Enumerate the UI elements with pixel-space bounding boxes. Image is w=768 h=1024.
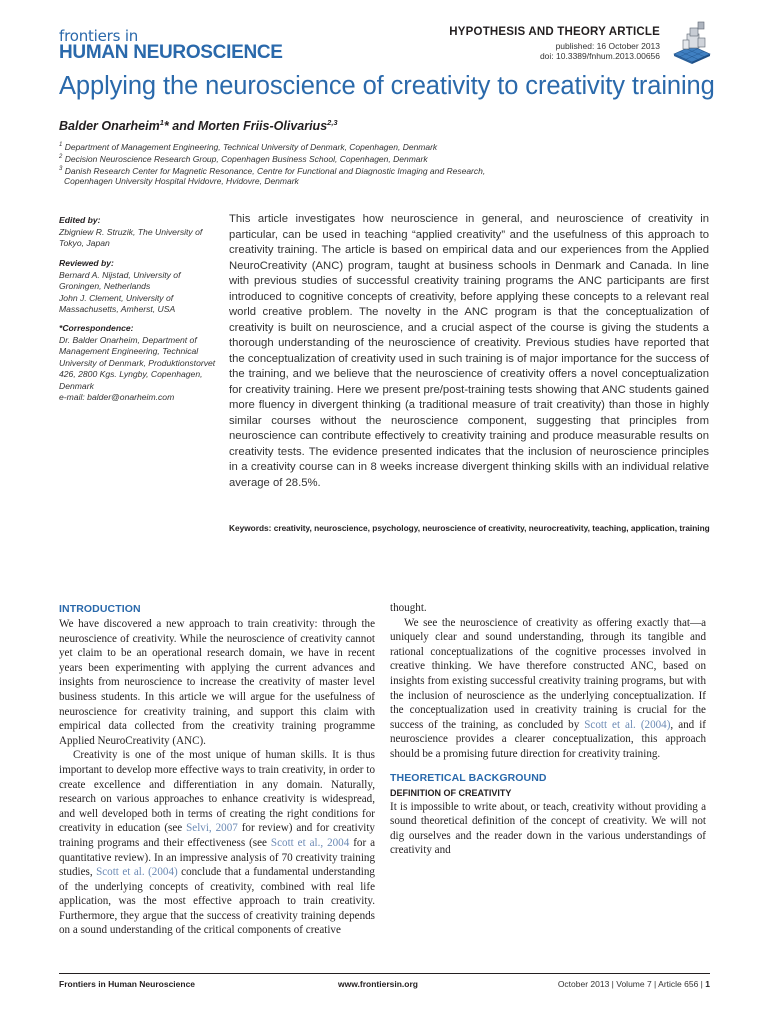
corresponding-mark: *	[163, 119, 169, 134]
affiliation-2-text: Decision Neuroscience Research Group, Copenhagen Business School, Copenhagen, Denmark	[64, 153, 428, 164]
correspondence-email[interactable]: e-mail: balder@onarheim.com	[59, 392, 175, 402]
author-list	[59, 118, 338, 133]
citation-selvi-2007[interactable]: Selvi, 2007	[186, 822, 238, 835]
intro-p2-text-c: for a quantitative review). In an impressive analysis of 70 creativity training studies,	[59, 836, 376, 879]
reviewer-block	[59, 258, 219, 316]
editor: Zbigniew R. Struzik, The University of Tokyo, Japan	[59, 226, 203, 248]
reviewer-1: Bernard A. Nijstad, University of Groningen, Netherlands	[59, 269, 181, 291]
footer-divider	[59, 973, 710, 974]
keywords: Keywords: creativity, neuroscience, psychology, neuroscience of creativity, neurocreativity, teaching, application, training	[229, 523, 710, 533]
affiliation-1-text: Department of Management Engineering, Technical University of Denmark, Copenhagen, Denmark	[64, 141, 438, 152]
author-1-affiliation: 1	[159, 118, 164, 127]
affiliation-3-text: Danish Research Center for Magnetic Resonance, Centre for Functional and Diagnostic Imaging and Research,	[64, 165, 486, 176]
author-2[interactable]: Morten Friis-Olivarius	[197, 119, 328, 134]
article-title: Applying the neuroscience of creativity to creativity training	[59, 72, 715, 100]
affiliation-3-cont-text: Copenhagen University Hospital Hvidovre, Hvidovre, Denmark	[64, 176, 299, 186]
abstract: This article investigates how neuroscience in general, and neuroscience of creativity in particular, can be used in teaching “applied creativity” and the usefulness of this approach to creativity training. The article is based on empirical data and our experiences from the Applied NeuroCreativity (ANC) program, taught at business schools in Denmark and Canada. In line with previous studies of successful creativity training programs the ANC participants are first introduced to cognitive concepts of creativity, before applying these concepts to a relevant real world creative problem. The novelty in the ANC program is that the conceptualization of creativity is built on neuroscience, and a crucial aspect of the course is giving the students a thorough understanding of the neuroscience of creativity. Previous studies have reported that the conceptualization of creativity used in such training is of major importance for the success of the training, and we believe that the neuroscience of creativity offers a novel conceptualization for creativity training. Here we present pre/post-training tests showing that ANC students gained more fluency in divergent thinking (a traditional measure of trait creativity) than those in highly similar courses without the neuroscience component, suggesting that principles from neuroscience can contribute effectively to creativity training and produce measurable results on creativity tests. The evidence presented indicates that the inclusion of neuroscience principles in a creativity course can in 8 weeks increase divergent thinking skills with an individual relative average of 28.5%.	[229, 213, 709, 489]
introduction-heading: INTRODUCTION	[59, 603, 141, 615]
citation-scott-2004-b[interactable]: Scott et al. (2004)	[96, 866, 178, 879]
affiliation-1-number: 1	[59, 142, 63, 148]
affiliation-3-cont	[64, 176, 564, 188]
intro-p2-text-a: Creativity is one of the most unique of human skills. It is thus important to develop more effective ways to train creativity, in order to create excellence and differentiation in any domain. Naturally, research on various approaches to enhance creativity is widespread, and well developed both in terms of creating the right conditions for creativity in education (see	[59, 749, 375, 835]
journal-logo-icon	[672, 20, 712, 64]
intro-p2-text-d: thought.	[390, 602, 427, 614]
intro-paragraph-2-continued	[390, 601, 706, 616]
author-1[interactable]: Balder Onarheim	[59, 119, 160, 134]
edited-by-label: Edited by:	[59, 215, 101, 225]
definition-paragraph-1: It is impossible to write about, or teach, creativity without providing a sound theoretical definition of the concept of creativity. We will not dig ourselves and the reader down in the various understandings of creativity and	[390, 800, 706, 857]
author-conjunction: and	[168, 119, 198, 134]
body-column-left	[59, 601, 375, 938]
intro-paragraph-2	[59, 748, 375, 938]
footer-issue	[558, 979, 710, 989]
intro-p3-text-a: We see the neuroscience of creativity as offering exactly that—a uniquely clear and sound understanding, through its tangible and rational conceptualizations of the cognitive processes involved in creative thinking. We have therefore constructed ANC, based on insights from existing successful creativity training programs, but with the inclusion of neuroscience as the underlying conceptualization. If the conceptualization used in creativity training is crucial for the success of the training, as concluded by	[390, 616, 706, 731]
intro-p2-text-b: for review) and for creativity training programs and their effectiveness (see	[59, 822, 375, 849]
correspondence-block	[59, 323, 219, 404]
journal-name-line1: frontiers in	[59, 27, 139, 45]
citation-scott-2004[interactable]: Scott et al., 2004	[270, 836, 350, 849]
author-2-affiliation: 2,3	[327, 118, 338, 127]
article-type: HYPOTHESIS AND THEORY ARTICLE	[449, 26, 660, 38]
definition-of-creativity-heading: DEFINITION OF CREATIVITY	[390, 787, 512, 798]
doi[interactable]: doi: 10.3389/fnhum.2013.00656	[539, 51, 660, 61]
correspondence-address: Dr. Balder Onarheim, Department of Management Engineering, Technical University of Denmark, Produktionstorvet 426, 2800 Kgs. Lyngby, Copenhagen, Denmark	[59, 334, 216, 391]
intro-p2-text-d: conclude that a fundamental understanding of the underlying concepts of creativity, combined with real life application, was the most effective approach to train creativity. Furthermore, they argue that the success of creativity training depends on a sound understanding of the critical components of creative	[59, 866, 375, 937]
correspondence-label: *Correspondence:	[59, 323, 134, 333]
intro-p3-text-b: , and if neuroscience provides a clearer conceptualization, this approach should be a promising future direction for creativity training.	[390, 718, 706, 760]
journal-name-line2: HUMAN NEUROSCIENCE	[59, 42, 283, 63]
editor-block	[59, 215, 219, 250]
published-date: published: 16 October 2013	[555, 41, 660, 51]
footer-page-number: 1	[705, 979, 710, 989]
footer-url[interactable]: www.frontiersin.org	[338, 979, 418, 989]
reviewer-2: John J. Clement, University of Massachusetts, Amherst, USA	[59, 292, 176, 314]
theoretical-background-heading: THEORETICAL BACKGROUND	[390, 771, 547, 784]
intro-paragraph-1: We have discovered a new approach to train creativity: through the neuroscience of creativity. While the neuroscience of creativity cannot yet claim to be an operational research domain, we have in recent years been experimenting with applying the current advances and insights from neuroscience to increase the creativity of master level business students. In this article we will argue for the usefulness of neuroscience for creativity training, and support this claim with empirical data collected from the creativity training programme Applied NeuroCreativity (ANC).	[59, 618, 375, 747]
intro-paragraph-3	[390, 616, 706, 762]
footer-journal: Frontiers in Human Neuroscience	[59, 979, 196, 989]
reviewed-by-label: Reviewed by:	[59, 258, 114, 268]
citation-scott-2004-c[interactable]: Scott et al. (2004)	[584, 718, 671, 731]
affiliation-2-number: 2	[59, 154, 63, 160]
body-column-right	[390, 601, 706, 858]
affiliation-3-number: 3	[59, 166, 63, 172]
footer-issue-text: October 2013 | Volume 7 | Article 656 |	[557, 979, 703, 989]
